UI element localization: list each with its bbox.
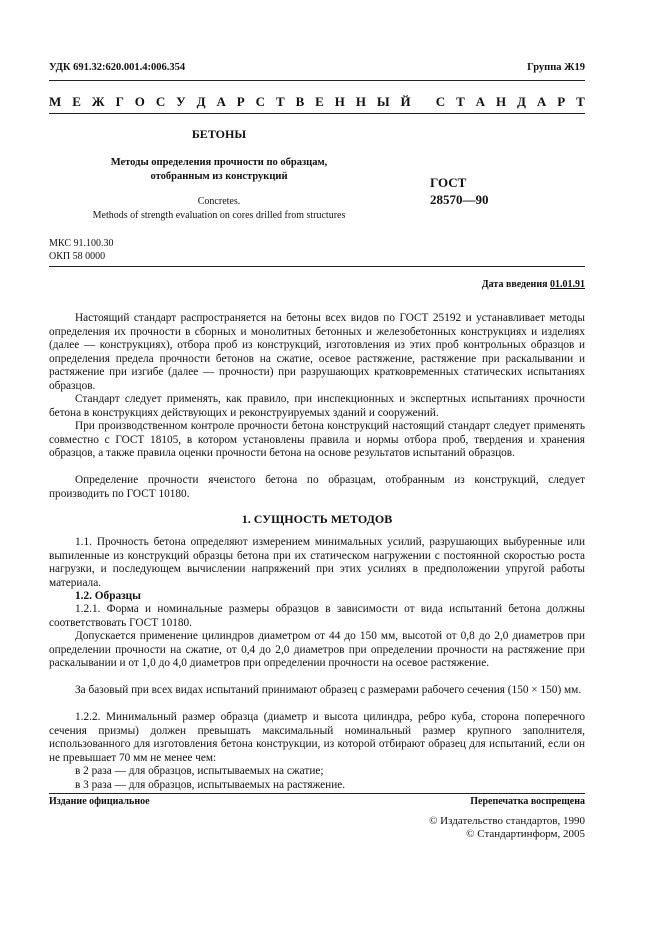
english-title-line-2: Methods of strength evaluation on cores drilled from structures — [92, 210, 346, 221]
gost-designation — [430, 174, 560, 208]
banner-letter: Т — [275, 94, 285, 109]
intro-paragraph-2: Стандарт следует применять, как правило, при инспекционных и экспертных испытаниях прочности бетона в конструкциях действующих и реконструируемых зданий и сооружений. — [49, 393, 585, 419]
list-item-compression: в 2 раза — для образцов, испытываемых на сжатие; — [75, 765, 324, 777]
banner-letter: Г — [115, 94, 124, 109]
banner-letter: Т — [576, 94, 585, 109]
banner-letter: М — [49, 94, 62, 109]
banner-letter: Н — [334, 94, 345, 109]
banner-letter: Т — [456, 94, 465, 109]
subtitle-line-1: Методы определения прочности по образцам, — [110, 157, 328, 168]
intro-paragraph-4: Определение прочности ячеистого бетона по образцам, отобранным из конструкций, следует производить по ГОСТ 10180. — [49, 474, 585, 500]
banner-letter: Н — [355, 94, 366, 109]
banner-letter: Н — [495, 94, 507, 109]
list-item-tension: в 3 раза — для образцов, испытываемых на растяжение. — [75, 779, 346, 791]
intro-date — [482, 279, 585, 290]
clause-1-2-1: 1.2.1. Форма и номинальные размеры образцов в зависимости от вида испытаний бетона должны соответствовать ГОСТ 10180. — [49, 603, 585, 629]
document-title: БЕТОНЫ — [191, 127, 247, 141]
banner-gap — [422, 94, 425, 110]
clause-cylinders: Допускается применение цилиндров диаметром от 44 до 150 мм, высотой от 0,8 до 2,0 диаметров при определении прочности на сжатие, от 0,4 до 2,0 диаметров при определении прочности на растяжение при раскалывании и от 1,0 до 4,0 диаметров при определении прочности на осевое растяжение. — [49, 630, 585, 669]
banner-letter: О — [134, 94, 145, 109]
banner-letter: У — [176, 94, 186, 109]
banner-letter: Д — [517, 94, 526, 109]
banner-letter: Ы — [376, 94, 390, 109]
document-subtitle — [49, 156, 389, 184]
intro-date-value: 01.01.91 — [550, 279, 585, 290]
banner-letter: С — [255, 94, 266, 109]
banner-rule — [49, 113, 585, 114]
clause-1-1: 1.1. Прочность бетона определяют измерением минимальных усилий, разрушающих выбуренные или выпиленные из конструкций образцы бетона при их статическом нагружении с постоянной скоростью роста нагрузки, и последующем вычислении напряжений при этих усилиях в предположении упругой работы материала. — [49, 536, 585, 589]
codes-rule — [49, 266, 585, 267]
footer-rule — [49, 793, 585, 794]
banner-letter: А — [216, 94, 226, 109]
banner-letter: Д — [196, 94, 206, 109]
top-rule — [49, 80, 585, 81]
mks-code: МКС 91.100.30 — [49, 238, 114, 249]
banner-letter: Е — [72, 94, 81, 109]
intro-paragraph-1: Настоящий стандарт распространяется на бетоны всех видов по ГОСТ 25192 и устанавливает методы определения их прочности в сборных и монолитных бетонных и железобетонных конструкциях и изделиях (далее — конструкциях), отбора проб из конструкций, изготовления из этих проб контрольных образцов и определения предела прочности бетонов на сжатие, осевое растяжение, растяжение при раскалывании и растяжение при изгибе (далее — прочности) при разрушающих кратковременных статических испытаниях образцов. — [49, 312, 585, 392]
section-1-heading: 1. СУЩНОСТЬ МЕТОДОВ — [241, 512, 393, 526]
banner-letter: В — [295, 94, 305, 109]
subtitle-line-2: отобранным из конструкций — [150, 171, 288, 182]
reprint-prohibited-label: Перепечатка воспрещена — [470, 796, 585, 807]
clause-1-2-heading: 1.2. Образцы — [75, 590, 142, 602]
classification-codes — [49, 237, 113, 263]
copyright-1990: © Издательство стандартов, 1990 — [429, 815, 585, 827]
english-title-line-1: Concretes. — [197, 196, 241, 207]
copyright-2005: © Стандартинформ, 2005 — [466, 828, 585, 840]
banner-letter: С — [435, 94, 446, 109]
intro-date-label: Дата введения — [481, 279, 548, 290]
udk-code: УДК 691.32:620.001.4:006.354 — [49, 62, 186, 73]
clause-1-2-2: 1.2.2. Минимальный размер образца (диаметр и высота цилиндра, ребро куба, сторона поперечного сечения призмы) должен превышать максимальный номинальный размер крупного заполнителя, использованного для изготовления бетона конструкции, из которой отбирают образец для испытаний, если он не превышает 70 мм не менее чем: — [49, 711, 585, 764]
intro-paragraph-3: При производственном контроле прочности бетона конструкций настоящий стандарт следует применять совместно с ГОСТ 18105, в котором установлены правила и нормы отбора проб, твердения и хранения образцов, а также правила оценки прочности бетона на основе результатов испытаний образцов. — [49, 420, 585, 459]
group-code: Группа Ж19 — [527, 62, 585, 73]
official-edition-label: Издание официальное — [49, 796, 150, 807]
banner-letter: А — [475, 94, 486, 109]
clause-base-sample: За базовый при всех видах испытаний принимают образец с размерами рабочего сечения (150 × 150) мм. — [75, 684, 582, 696]
banner-letter: С — [155, 94, 166, 109]
okp-code: ОКП 58 0000 — [49, 251, 106, 262]
banner-letter: А — [536, 94, 547, 109]
gost-number: 28570—90 — [430, 192, 489, 207]
banner-letter: Е — [315, 94, 324, 109]
banner-letter: Й — [400, 94, 411, 109]
gost-label: ГОСТ — [430, 175, 467, 190]
banner-letter: Р — [557, 94, 566, 109]
interstate-standard-banner — [49, 94, 585, 110]
banner-letter: Ж — [91, 94, 105, 109]
banner-letter: Р — [236, 94, 245, 109]
